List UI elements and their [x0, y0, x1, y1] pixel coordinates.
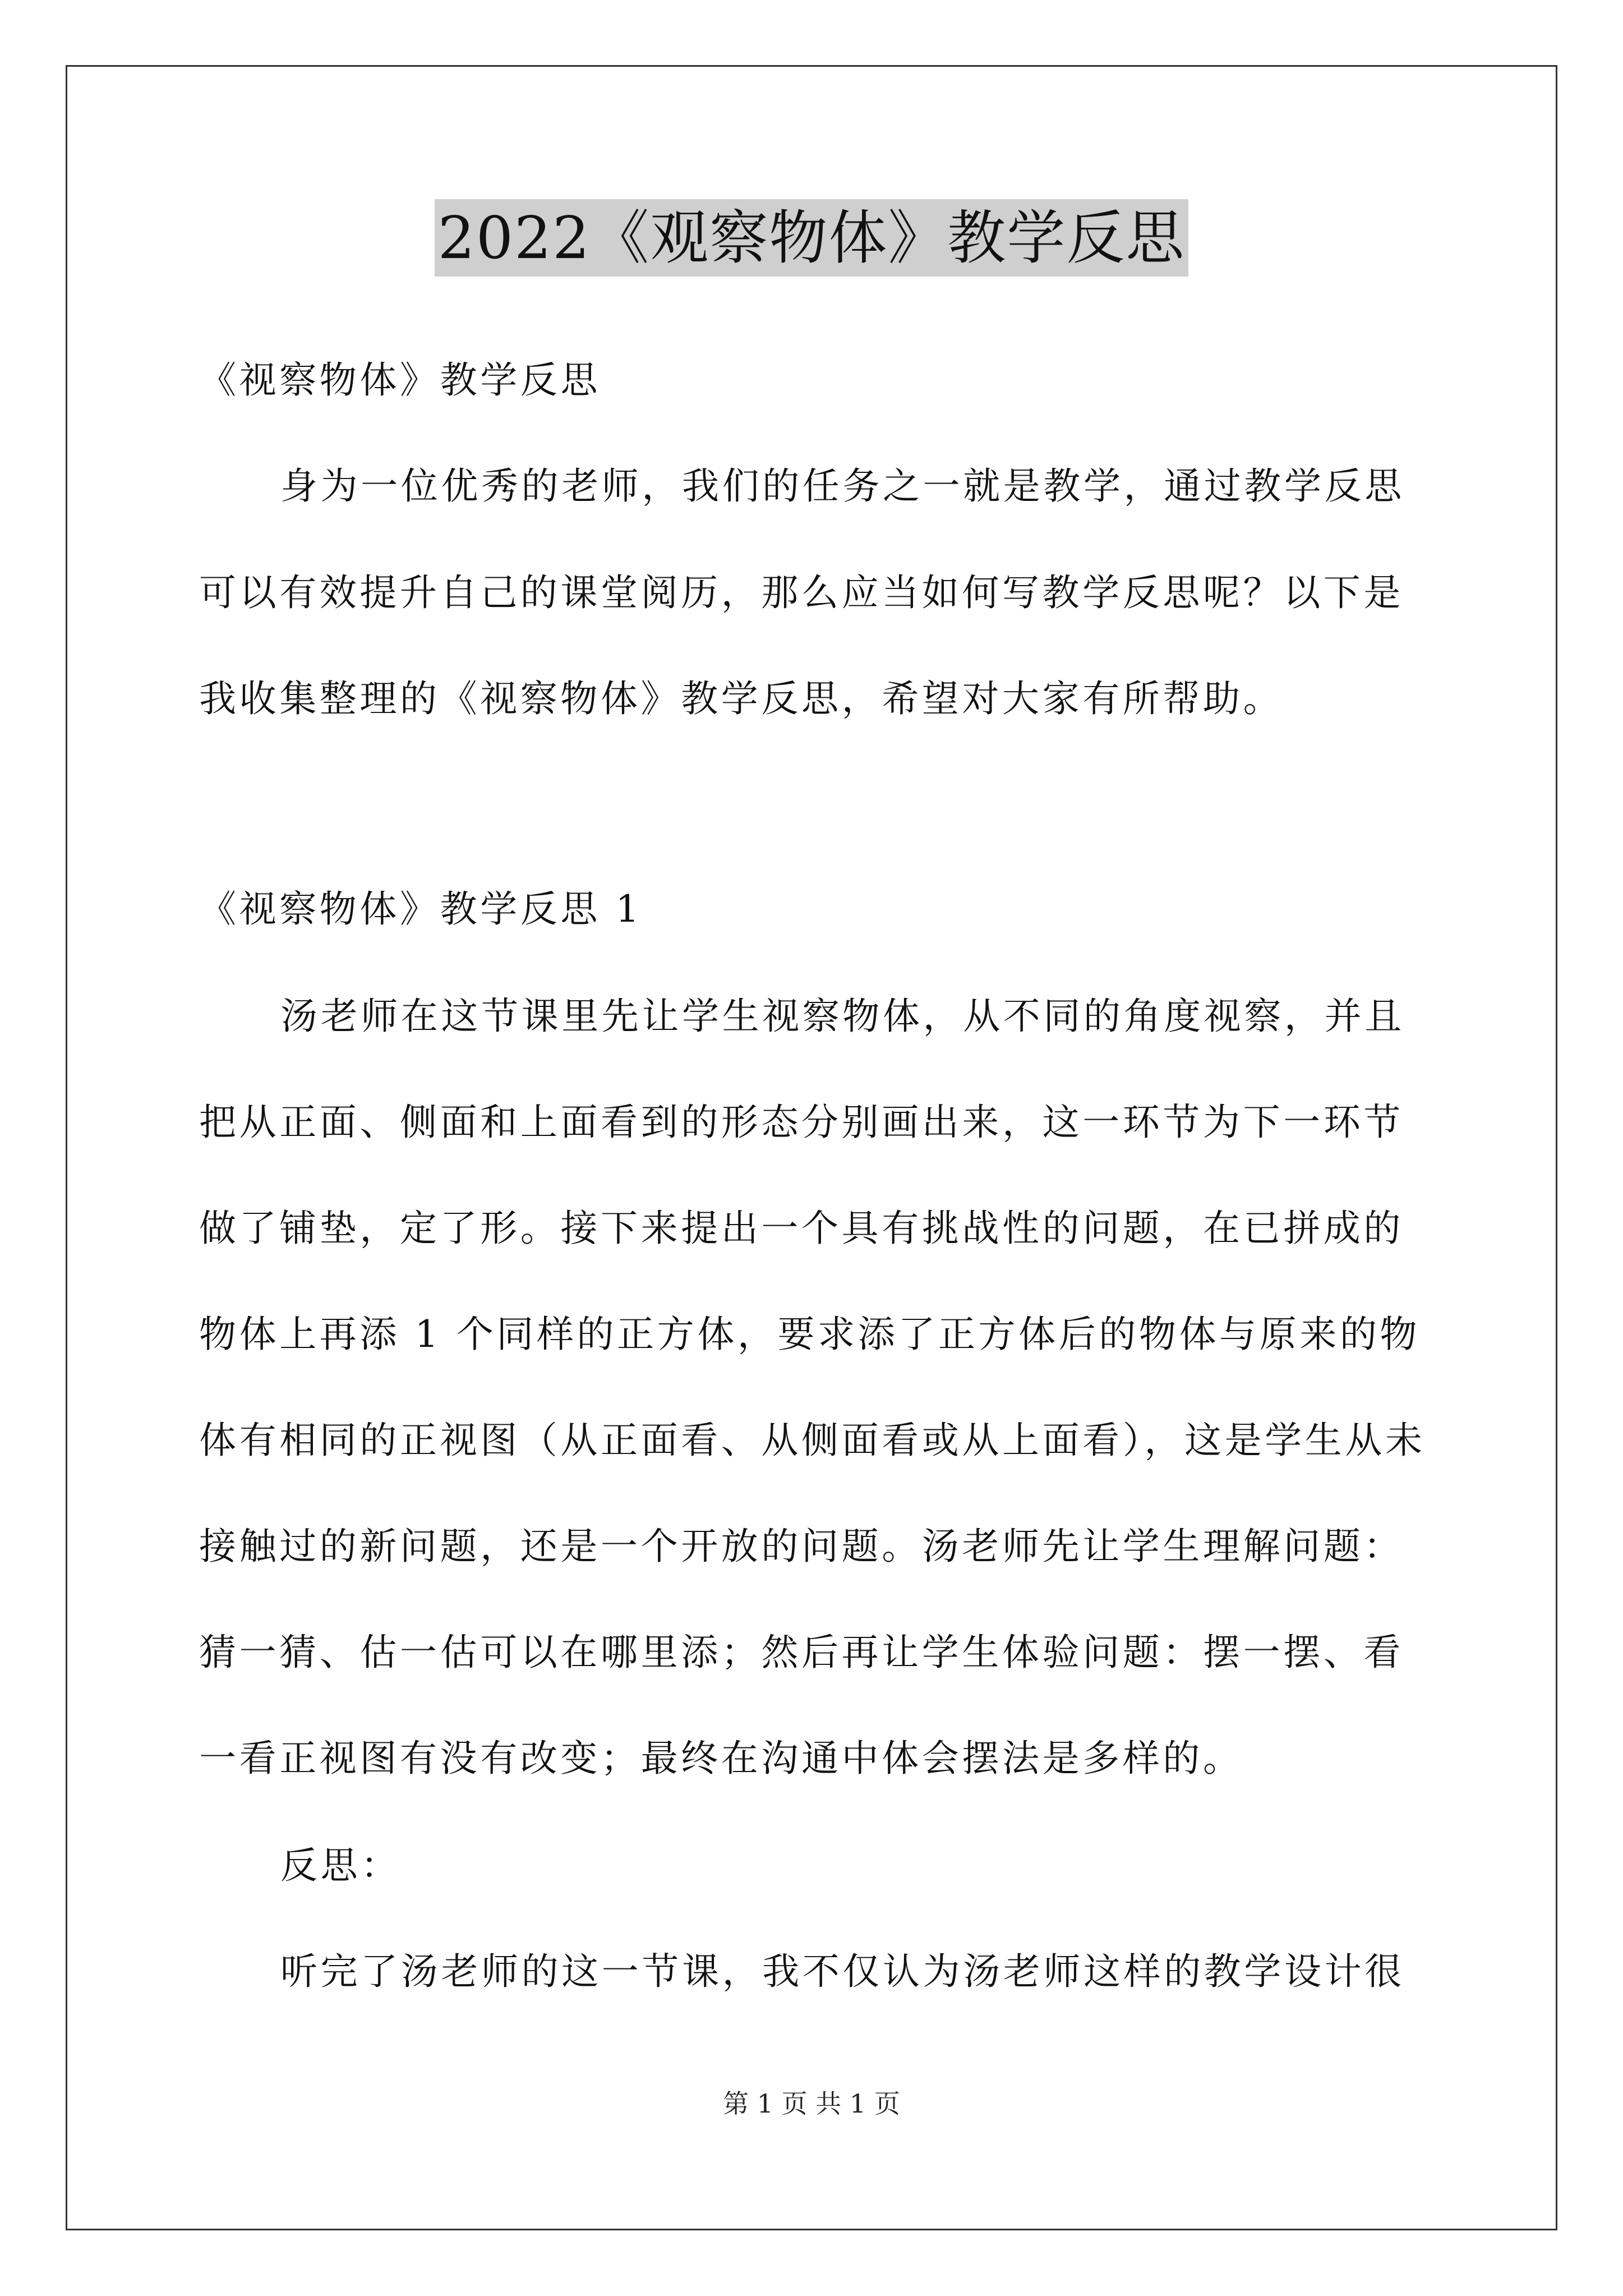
- paragraph-line: 可以有效提升自己的课堂阅历，那么应当如何写教学反思呢？以下是: [199, 571, 1404, 614]
- section-heading: 《视察物体》教学反思 1: [199, 887, 643, 931]
- paragraph-line: 物体上再添 1 个同样的正方体，要求添了正方体后的物体与原来的物: [199, 1313, 1421, 1356]
- paragraph-line: 一看正视图有没有改变；最终在沟通中体会摆法是多样的。: [199, 1737, 1243, 1780]
- document-title: 2022《观察物体》教学反思: [435, 199, 1189, 277]
- page-footer: 第 1 页 共 1 页: [723, 2088, 900, 2119]
- paragraph-line: 接触过的新问题，还是一个开放的问题。汤老师先让学生理解问题：: [199, 1525, 1404, 1568]
- paragraph-line: 我收集整理的《视察物体》教学反思，希望对大家有所帮助。: [199, 677, 1284, 720]
- paragraph-line: 做了铺垫，定了形。接下来提出一个具有挑战性的问题，在已拼成的: [199, 1207, 1404, 1250]
- paragraph-label: 反思：: [280, 1844, 401, 1887]
- paragraph-line: 体有相同的正视图（从正面看、从侧面看或从上面看），这是学生从未: [199, 1419, 1426, 1462]
- paragraph-line: 把从正面、侧面和上面看到的形态分别画出来，这一环节为下一环节: [199, 1101, 1404, 1144]
- title-container: [0, 199, 1623, 277]
- section-heading: 《视察物体》教学反思: [199, 358, 601, 402]
- paragraph-line: 身为一位优秀的老师，我们的任务之一就是教学，通过教学反思: [280, 464, 1405, 508]
- paragraph-line: 猜一猜、估一估可以在哪里添；然后再让学生体验问题：摆一摆、看: [199, 1631, 1404, 1674]
- paragraph-line: 听完了汤老师的这一节课，我不仅认为汤老师这样的教学设计很: [280, 1950, 1405, 1993]
- paragraph-line: 汤老师在这节课里先让学生视察物体，从不同的角度视察，并且: [280, 995, 1405, 1038]
